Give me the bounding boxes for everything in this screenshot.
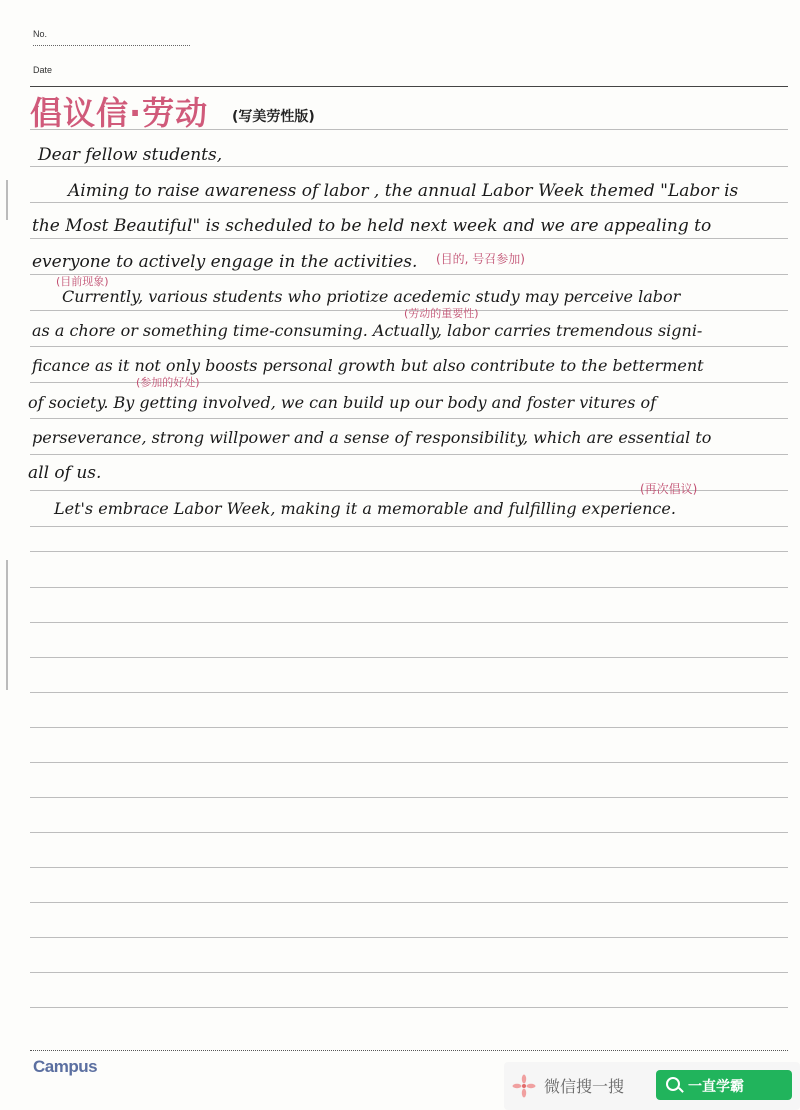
letter-line: Currently, various students who priotize acedemic study may perceive labor: [62, 287, 681, 306]
ruled-line: [30, 867, 788, 868]
ruled-line: [30, 86, 788, 87]
letter-line: the Most Beautiful" is scheduled to be held next week and we are appealing to: [32, 216, 712, 236]
date-label: Date: [33, 65, 53, 75]
ruled-line: [30, 972, 788, 973]
ruled-line: [30, 526, 788, 527]
letter-line: ficance as it not only boosts personal growth but also contribute to the betterment: [32, 356, 704, 375]
ruled-line: [30, 657, 788, 658]
ruled-line: [30, 346, 788, 347]
ruled-line: [30, 902, 788, 903]
ruled-line: [30, 418, 788, 419]
bottom-rule: [30, 1050, 788, 1051]
letter-line: Aiming to raise awareness of labor , the annual Labor Week themed "Labor is: [68, 181, 739, 201]
ruled-line: [30, 1007, 788, 1008]
ruled-line: [30, 622, 788, 623]
ruled-line: [30, 762, 788, 763]
search-button[interactable]: [656, 1070, 792, 1100]
ruled-line: [30, 692, 788, 693]
letter-line: everyone to actively engage in the activities.: [32, 252, 418, 272]
ruled-line: [30, 238, 788, 239]
ruled-line: [30, 587, 788, 588]
letter-line: Let's embrace Labor Week, making it a memorable and fulfilling experience.: [54, 499, 676, 518]
letter-line: as a chore or something time-consuming. Actually, labor carries tremendous signi-: [32, 321, 703, 340]
ruled-line: [30, 274, 788, 275]
ruled-line: [30, 454, 788, 455]
ruled-line: [30, 797, 788, 798]
letter-subtitle: (写美劳性版): [232, 109, 315, 125]
ruled-line: [30, 727, 788, 728]
ruled-line: [30, 166, 788, 167]
letter-line: perseverance, strong willpower and a sense of responsibility, which are essential to: [32, 428, 712, 447]
no-line: [33, 45, 190, 46]
letter-line: all of us.: [28, 463, 102, 483]
ruled-line: [30, 832, 788, 833]
flower-icon: [512, 1074, 536, 1098]
ruled-line: [30, 937, 788, 938]
watermark-text: 微信搜一搜: [544, 1077, 625, 1096]
ruled-line: [30, 551, 788, 552]
campus-logo: Campus: [33, 1057, 98, 1076]
annotation-reiterate: (再次倡议): [640, 482, 698, 496]
annotation-significance: (劳动的重要性): [404, 307, 479, 320]
search-button-label: 一直学霸: [688, 1079, 744, 1095]
annotation-status: (目前现象): [56, 275, 109, 288]
greeting: Dear fellow students,: [38, 145, 223, 165]
letter-title: 倡议信·劳动: [30, 94, 209, 132]
annotation-benefits: (参加的好处): [136, 376, 200, 389]
letter-line: of society. By getting involved, we can build up our body and foster vitures of: [28, 393, 657, 412]
no-label: No.: [33, 29, 48, 39]
ruled-line: [30, 202, 788, 203]
wechat-search-watermark: [504, 1062, 800, 1110]
binder-mark: [6, 560, 8, 690]
annotation-purpose: (目的, 号召参加): [436, 252, 525, 266]
search-icon: [666, 1077, 680, 1091]
binder-mark: [6, 180, 8, 220]
